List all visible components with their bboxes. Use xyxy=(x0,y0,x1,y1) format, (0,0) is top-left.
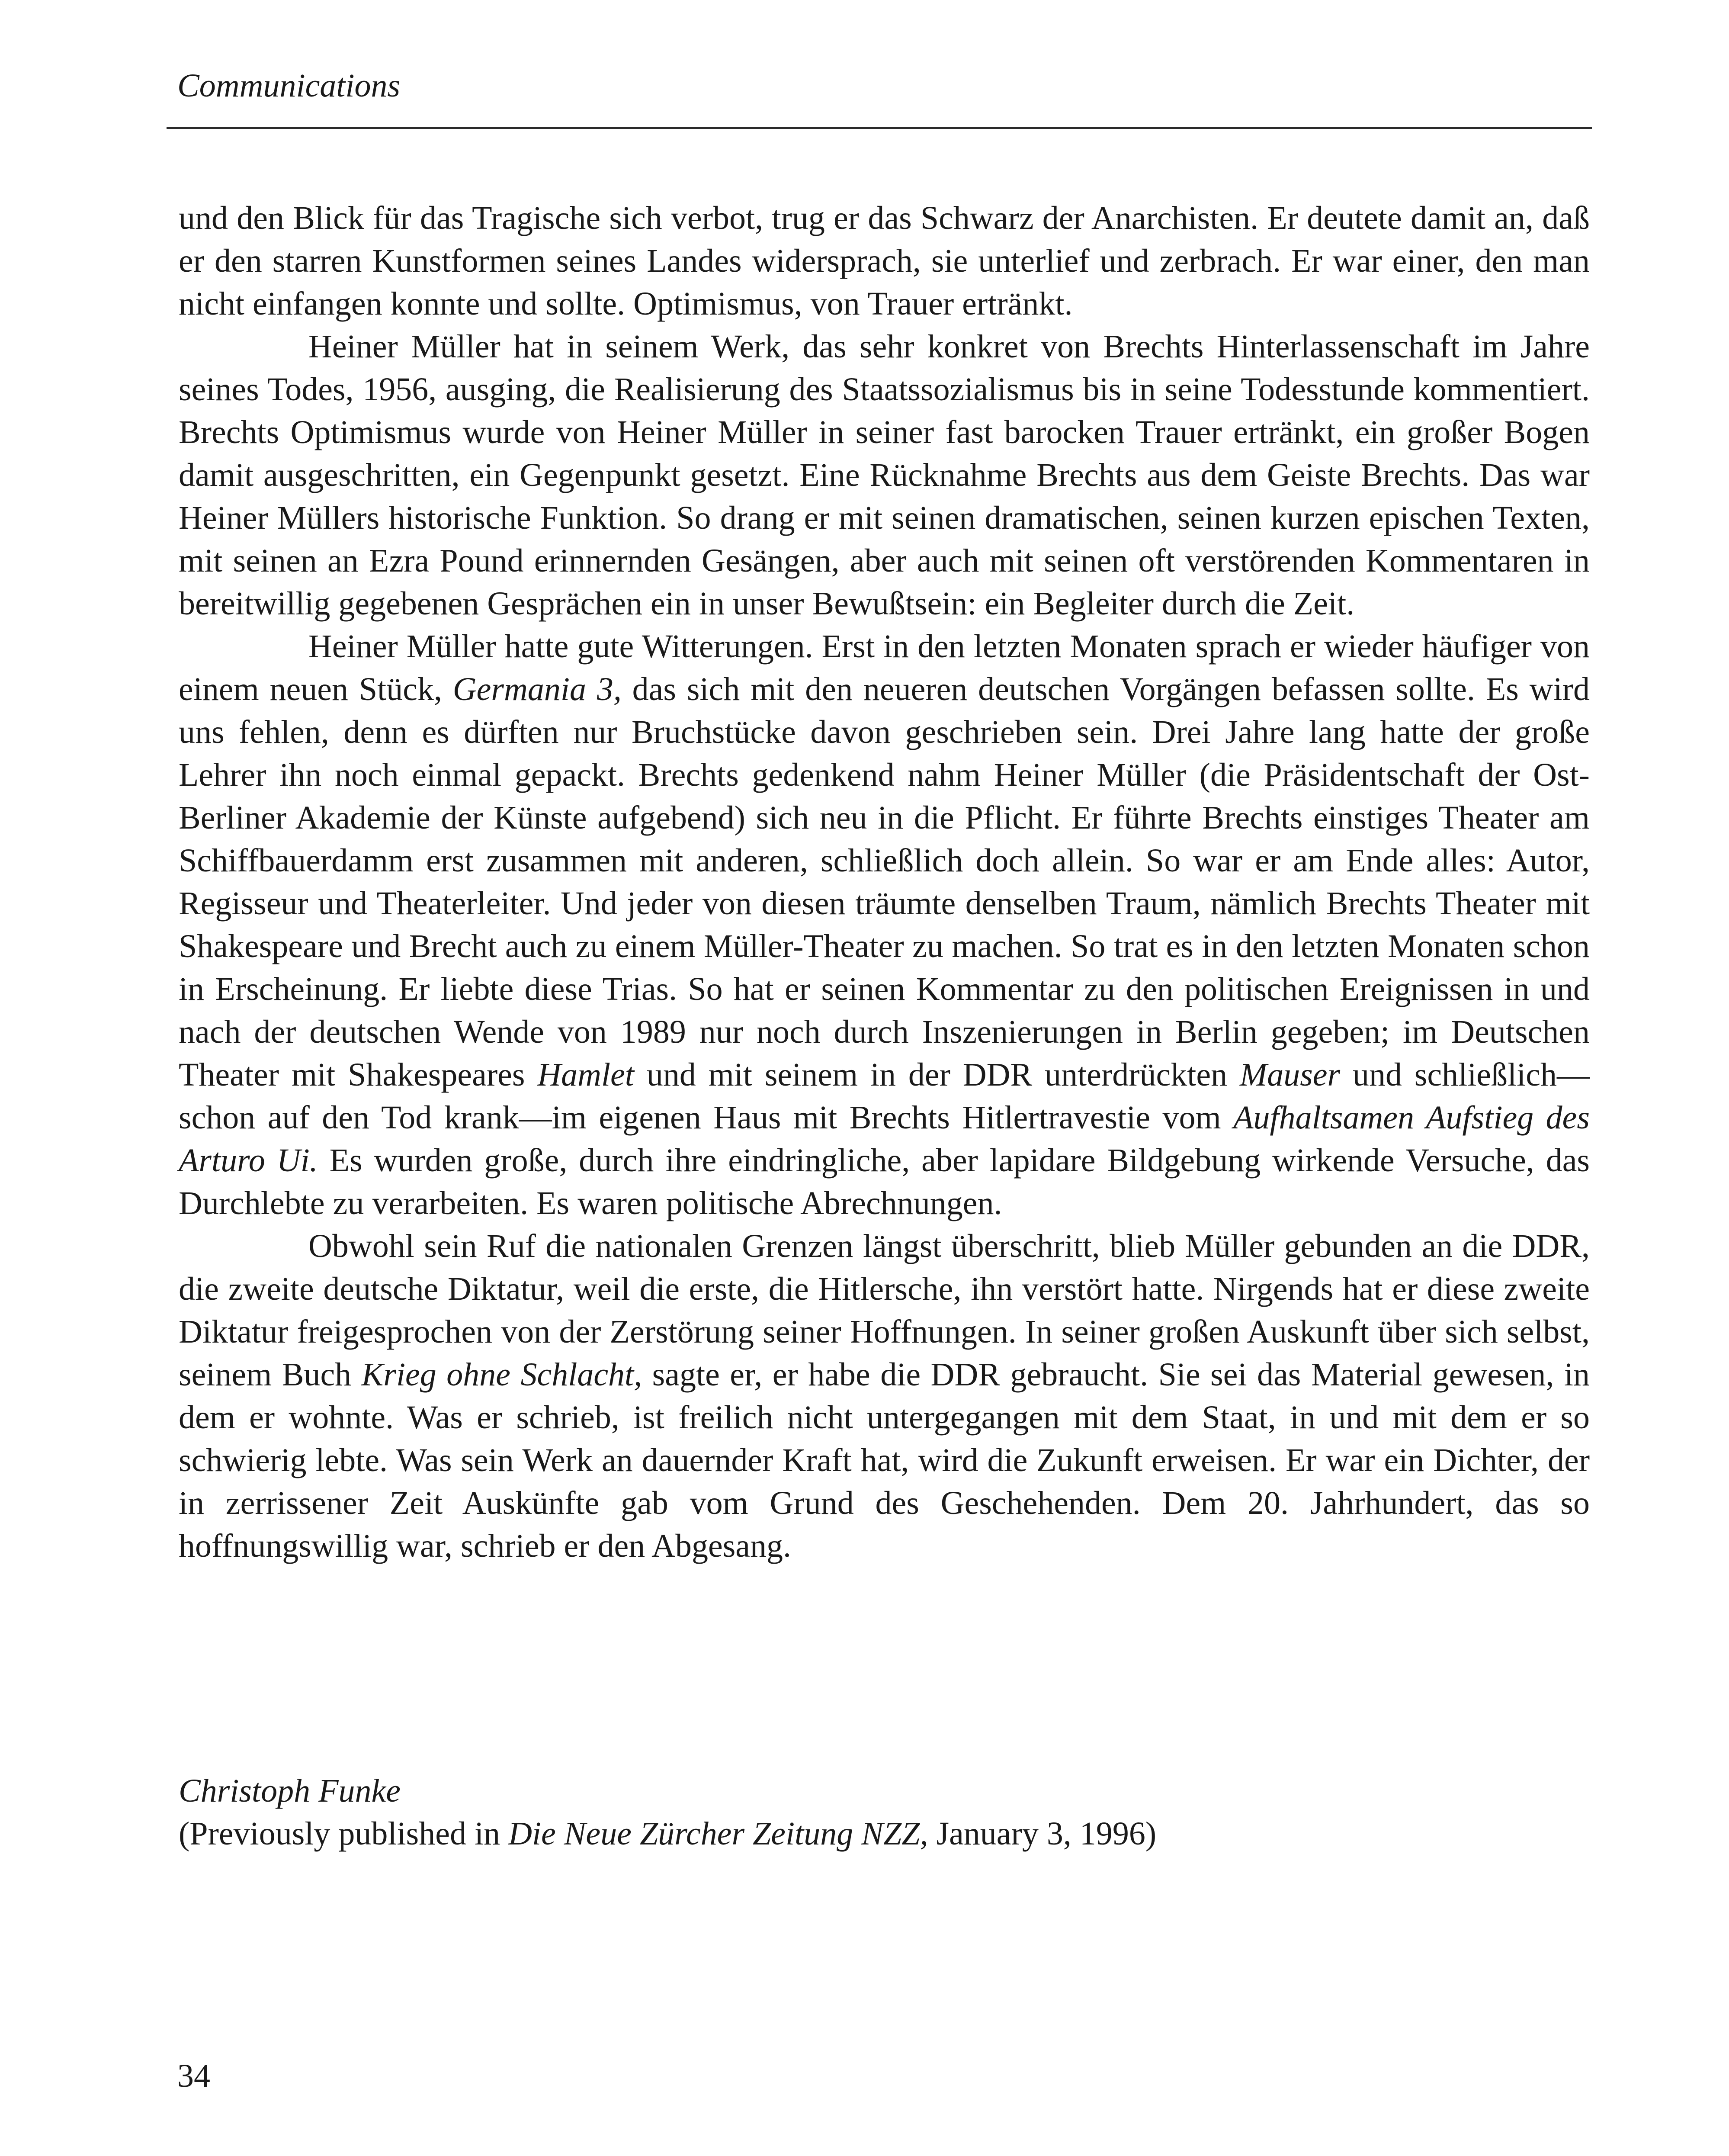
title-germania-3: Germania 3, xyxy=(452,671,622,707)
paragraph-3 xyxy=(179,625,1590,1225)
title-krieg-ohne-schlacht: Krieg ohne Schlacht, xyxy=(361,1356,642,1393)
article-body xyxy=(179,197,1590,1568)
title-arturo-ui: Aufhaltsamen Aufstieg des Arturo Ui. xyxy=(179,1099,1590,1179)
publication-source: Die Neue Zürcher Zeitung NZZ, xyxy=(508,1815,928,1852)
author-name: Christoph Funke xyxy=(179,1773,401,1809)
title-mauser: Mauser xyxy=(1239,1057,1341,1093)
running-header: Communications xyxy=(177,67,401,104)
paragraph-2-text: Heiner Müller hat in seinem Werk, das sehr konkret von Brechts Hinterlassenschaft im Jahre seines Todes, 1956, ausging, die Realisierung des Staatssozialismus bis in seine Todesstunde kommentiert. Brechts Optimismus wurde von Heiner Müller in seiner fast barocken Trauer ertränkt, ein großer Bogen damit ausgeschritten, ein Gegenpunkt gesetzt. Eine Rücknahme Brechts aus dem Geiste Brechts. Das war Heiner Müllers historische Funktion. So drang er mit seinen dramatischen, seinen kurzen epischen Texten, mit seinen an Ezra Pound erinnernden Gesängen, aber auch mit seinen oft verstörenden Kommentaren in bereitwillig gegebenen Gesprächen ein in unser Bewußtsein: ein Begleiter durch die Zeit. xyxy=(179,328,1590,622)
paragraph-2 xyxy=(179,325,1590,625)
publication-note-suffix: January 3, 1996) xyxy=(936,1815,1157,1852)
paragraph-4 xyxy=(179,1225,1590,1568)
publication-note-prefix: (Previously published in xyxy=(179,1815,500,1852)
header-rule xyxy=(167,127,1592,129)
paragraph-3-text-b: das sich mit den neueren deutschen Vorgängen befassen sollte. Es wird uns fehlen, denn es dürften nur Bruchstücke davon geschrieben sein. Drei Jahre lang hatte der große Lehrer ihn noch einmal gepackt. Brechts gedenkend nahm Heiner Müller (die Präsidentschaft der Ost-Berliner Akademie der Künste aufgebend) sich neu in die Pflicht. Er führte Brechts einstiges Theater am Schiffbauerdamm erst zusammen mit anderen, schließlich doch allein. So war er am Ende alles: Autor, Regisseur und Theaterleiter. Und jeder von diesen träumte denselben Traum, nämlich Brechts Theater mit Shakespeare und Brecht auch zu einem Müller-Theater zu machen. So trat es in den letzten Monaten schon in Erscheinung. Er liebte diese Trias. So hat er seinen Kommentar zu den politischen Ereignissen in und nach der deutschen Wende von 1989 nur noch durch Inszenierungen in Berlin gegeben; im Deutschen Theater mit Shakespeares xyxy=(179,671,1590,1093)
signature-block xyxy=(179,1770,1590,1855)
publication-note xyxy=(179,1812,1590,1855)
paragraph-4-text-b: sagte er, er habe die DDR gebraucht. Sie sei das Material gewesen, in dem er wohnte. Was er schrieb, ist freilich nicht untergegangen mit dem Staat, in und mit dem er so schwierig lebte. Was sein Werk an dauernder Kraft hat, wird die Zukunft erweisen. Er war ein Dichter, der in zerrissener Zeit Auskünfte gab vom Grund des Geschehenden. Dem 20. Jahrhundert, das so hoffnungswillig war, schrieb er den Abgesang. xyxy=(179,1356,1590,1564)
paragraph-1-text: und den Blick für das Tragische sich verbot, trug er das Schwarz der Anarchisten. Er deutete damit an, daß er den starren Kunstformen seines Landes widersprach, sie unterlief und zerbrach. Er war einer, den man nicht einfangen konnte und sollte. Optimismus, von Trauer ertränkt. xyxy=(179,200,1590,322)
paragraph-3-text-d: und schließlich—schon auf den Tod krank—im eigenen Haus mit Brechts Hitlertravestie vom xyxy=(179,1057,1590,1136)
title-hamlet: Hamlet xyxy=(537,1057,634,1093)
paragraph-4-text-a: Obwohl sein Ruf die nationalen Grenzen längst überschritt, blieb Müller gebunden an die DDR, die zweite deutsche Diktatur, weil die erste, die Hitlersche, ihn verstört hatte. Nirgends hat er diese zweite Diktatur freigesprochen von der Zerstörung seiner Hoffnungen. In seiner großen Auskunft über sich selbst, seinem Buch xyxy=(179,1228,1590,1393)
paragraph-3-text-a: Heiner Müller hatte gute Witterungen. Erst in den letzten Monaten sprach er wieder häufiger von einem neuen Stück, xyxy=(179,628,1590,707)
paragraph-3-text-e: Es wurden große, durch ihre eindringliche, aber lapidare Bildgebung wirkende Versuche, das Durchlebte zu verarbeiten. Es waren politische Abrechnungen. xyxy=(179,1142,1590,1221)
paragraph-1 xyxy=(179,197,1590,325)
paragraph-3-text-c: und mit seinem in der DDR unterdrückten xyxy=(646,1057,1228,1093)
page-number: 34 xyxy=(177,2058,210,2094)
